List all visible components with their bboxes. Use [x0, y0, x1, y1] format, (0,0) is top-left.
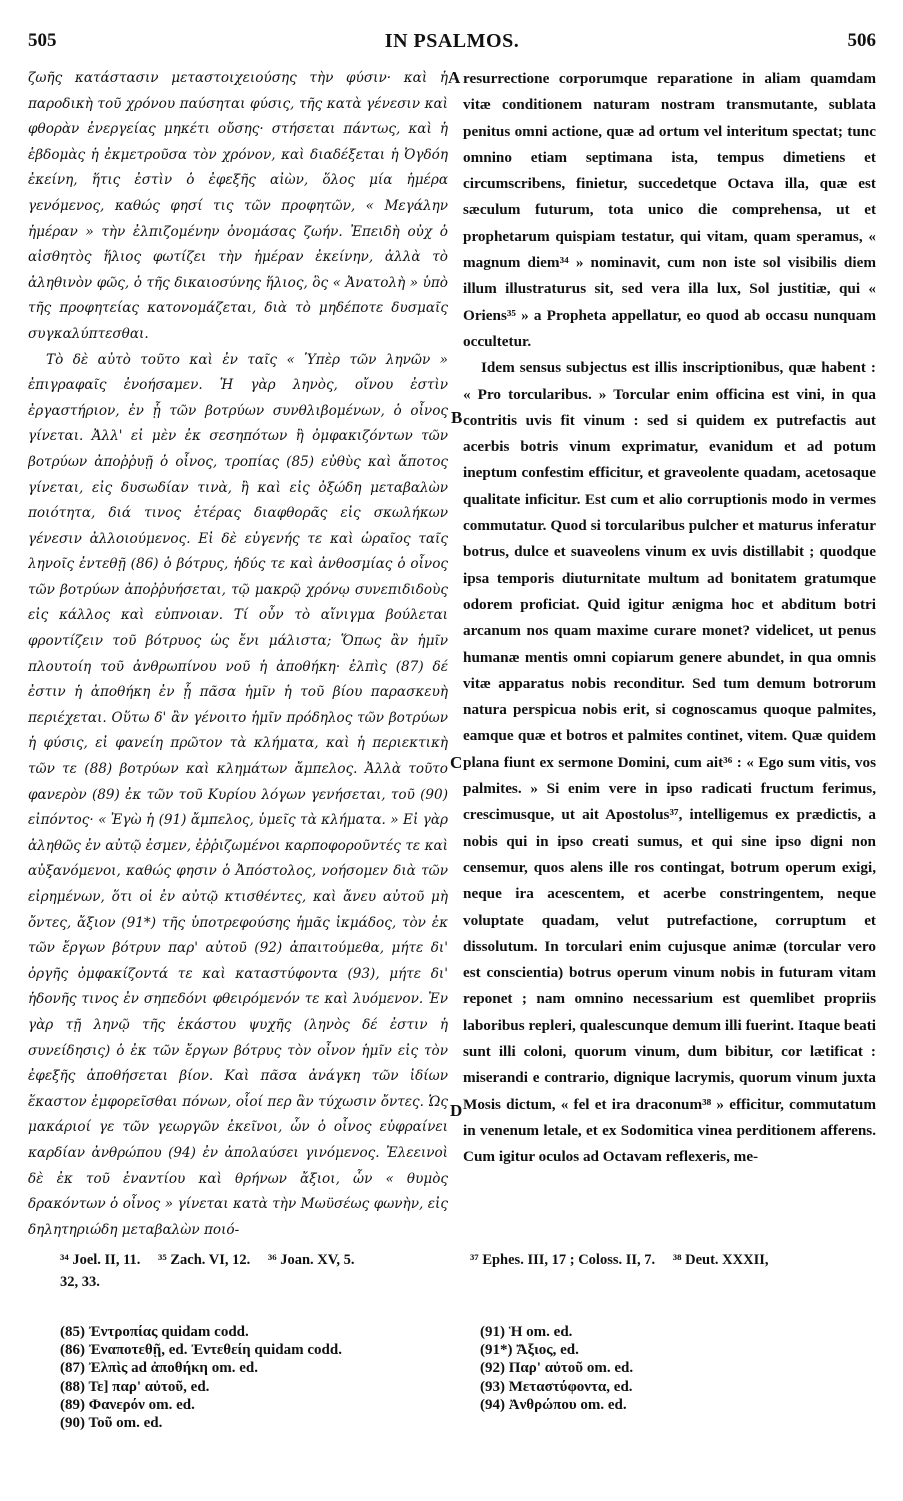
latin-paragraph: Idem sensus subjectus est illis inscriptionibus, quæ habent : « Pro torcularibus. » Torcular enim officina est vini, in qua contritis uvis fit vinum : sed si quidem ex putrefactis aut acerbis botris vinum exprimatur, evanidum et ad potum ineptum confestim efficitur, et graveolente quadam, acetosaque qualitate inficitur. Est cum et alio corruptionis modo in vermes commutatur. Quod si torcularibus pulcher et maturus inferatur botrus, dulce et suaveolens vinum ex uvis distillabit ; quodque ipsa temporis diuturnitate multum ad bonitatem gratumque odorem proficiat. Quid igitur ænigma hoc et abditum botri arcanum nos quam maxime curare monet? videlicet, ut penus humanæ mentis omni copiarum genere abundet, in qua omnis vitæ apparatus nobis reconditur. Sed tum demum botrorum natura perspicua nobis erit, si cognoscamus quoque palmites, eamque quæ et botros et palmites continet, vitem. Quæ quidem plana fiunt ex sermone Domini, cum ait³⁶ : « Ego sum vitis, vos palmites. » Si enim vere in ipso radicati fructum ferimus, crescimusque, ut ait Apostolus³⁷, intelligemus ex prædictis, a nobis qui in ipso creati sumus, et qui sine ipso digni non censemur, quos alens ille ros contingat, botrum operum exigi, neque ira acescentem, et acerbe constringentem, neque voluptate quadam, velut putrefactione, corruptum et dissolutum. In torculari enim cujusque animæ (torcular vero est conscientia) botrus operum vinum nobis in futuram vitam reponet ; nam omnino necessarium est quemlibet propriis laboribus repleri, qualescunque demum illi fuerint. Itaque beati sunt illi coloni, quorum vinum, dum bibitur, cor lætificat : miserandi e contrario, dignique lacrymis, quorum vinum juxta Mosis dictum, « fel et ira draconum³⁸ » efficitur, commutatum in venenum letale, et ex Sodomitica vinea perditionem afferens. Cum igitur oculos ad Octavam reflexeris, me-: [463, 359, 876, 1166]
running-title: IN PSALMOS.: [384, 30, 520, 52]
variant-reading: (94) Ἀνθρώπου om. ed.: [480, 1396, 627, 1413]
variant-reading: (90) Τοῦ om. ed.: [60, 1415, 163, 1432]
latin-paragraph: resurrectione corporumque reparatione in aliam quamdam vitæ conditionem naturam nostram transmutante, sublata penitus omni actione, quæ ad ortum vel interitum spectat; tunc omnino etiam septimana ista, tempus dimetiens et circumscribens, finietur, succedetque Octava illa, quæ est sæculum futurum, tota unico die comprehensa, ut et prophetarum quispiam testatur, qui vitam, quam speramus, « magnum diem³⁴ » nominavit, cum non iste sol visibilis diem illum illustraturus sit, sed vera illa lux, Sol justitiæ, qui « Oriens³⁵ » a Propheta appellatur, eo quod ab occasu nunquam occultetur.: [463, 70, 876, 350]
variant-reading: (85) Ἐντροπίας quidam codd.: [60, 1324, 249, 1340]
section-marker-a: A: [448, 68, 461, 87]
page-header: [28, 30, 876, 56]
variant-reading: (88) Τε] παρ' αὐτοῦ, ed.: [60, 1378, 210, 1395]
section-marker-d: D: [450, 1101, 463, 1120]
variant-reading: (89) Φανερόν om. ed.: [60, 1396, 195, 1413]
variant-readings-right: [480, 1323, 870, 1414]
right-page-number: 506: [847, 30, 876, 51]
greek-column: [28, 66, 448, 1246]
footnote: ³⁷ Ephes. III, 17 ; Coloss. II, 7.: [470, 1252, 656, 1268]
variant-reading: (93) Μεταστύφοντα, ed.: [480, 1378, 633, 1395]
variant-readings-left: [60, 1323, 450, 1432]
footnotes-left: [60, 1249, 460, 1293]
section-marker-b: B: [451, 408, 463, 427]
variant-reading: (91) Ἡ om. ed.: [480, 1324, 573, 1340]
footnote: ³⁸ Deut. XXXII,: [672, 1252, 769, 1268]
left-page-number: 505: [28, 30, 57, 51]
variant-reading: (92) Παρ' αὐτοῦ om. ed.: [480, 1360, 634, 1377]
section-marker-c: C: [450, 753, 463, 772]
greek-paragraph: ζωῆς κατάστασιν μεταστοιχειούσης τὴν φύσιν· καὶ ἡ παροδικὴ τοῦ χρόνου παύσηται φύσις, τῆς κατὰ γένεσιν καὶ φθορὰν ἐνεργείας μηκέτι οὔσης· στήσεται πάντως, καὶ ἡ ἑβδομὰς ἡ ἐκμετροῦσα τὸν χρόνον, καὶ διαδέξεται ἡ Ὀγδόη ἐκείνη, ἥτις ἐστὶν ὁ ἐφεξῆς αἰὼν, ὅλος μία ἡμέρα γενόμενος, καθώς φησί τις τῶν προφητῶν, « Μεγάλην ἡμέραν » τὴν ἐλπιζομένην ὀνομάσας ζωήν. Ἐπειδὴ οὐχ ὁ αἰσθητὸς ἥλιος φωτίζει τὴν ἡμέραν ἐκείνην, ἀλλὰ τὸ ἀληθινὸν φῶς, ὁ τῆς δικαιοσύνης ἥλιος, ὃς « Ἀνατολὴ » ὑπὸ τῆς προφητείας κατονομάζεται, διὰ τὸ μηδέποτε δυσμαῖς συγκαλύπτεσθαι.: [28, 70, 448, 342]
footnote: ³⁴ Joel. II, 11.: [60, 1252, 141, 1268]
variant-reading: (91*) Ἄξιος, ed.: [480, 1342, 579, 1359]
footnotes-right: [470, 1249, 876, 1271]
latin-column: [463, 66, 876, 1246]
footnote: 32, 33.: [60, 1274, 100, 1290]
variant-reading: (87) Ἐλπὶς ad ἀποθήκη om. ed.: [60, 1360, 258, 1377]
variant-reading: (86) Ἐναποτεθῇ, ed. Ἐντεθείη quidam codd.: [60, 1342, 342, 1359]
greek-paragraph: Τὸ δὲ αὐτὸ τοῦτο καὶ ἐν ταῖς « Ὑπὲρ τῶν ληνῶν » ἐπιγραφαῖς ἐνοήσαμεν. Ἡ γὰρ ληνὸς, οἴνου ἐστὶν ἐργαστήριον, ἐν ᾗ τῶν βοτρύων συνθλιβομένων, ὁ οἶνος γίνεται. Ἀλλ' εἰ μὲν ἐκ σεσηπότων ἢ ὀμφακιζόντων τῶν βοτρύων ἀποῤῥυῇ ὁ οἶνος, τροπίας (85) εὐθὺς καὶ ἄποτος γίνεται, εἰς δυσωδίαν τινὰ, ἢ καὶ εἰς ὀξώδη μεταβαλὼν ποιότητα, διά τινος ἑτέρας διαφθορᾶς εἰς σκωλήκων γένεσιν ἀλλοιούμενος. Εἰ δὲ εὐγενής τε καὶ ὡραῖος ταῖς ληνοῖς ἐντεθῇ (86) ὁ βότρυς, ἡδύς τε καὶ ἀνθοσμίας ὁ οἶνος τῶν βοτρύων ἀποῤῥυήσεται, τῷ μακρῷ χρόνῳ συνεπιδιδοὺς εἰς κάλλος καὶ εὐπνοιαν. Τί οὖν τὸ αἴνιγμα βούλεται φροντίζειν τοῦ βότρυος ὡς ἔνι μάλιστα; Ὅπως ἂν ἡμῖν πλουτοίη τοῦ ἀνθρωπίνου νοῦ ἡ ἀποθήκη· ἐλπὶς (87) δέ ἐστιν ἡ ἀποθήκη ἐν ᾗ πᾶσα ἡμῖν ἡ τοῦ βίου παρασκευὴ περιέχεται. Οὕτω δ' ἂν γένοιτο ἡμῖν πρόδηλος τῶν βοτρύων ἡ φύσις, εἰ φανείη πρῶτον τὰ κλήματα, καὶ ἡ περιεκτικὴ τῶν τε (88) βοτρύων καὶ κλημάτων ἄμπελος. Ἀλλὰ τοῦτο φανερὸν (89) ἐκ τῶν τοῦ Κυρίου λόγων γενήσεται, τοῦ (90) εἰπόντος· « Ἐγὼ ἡ (91) ἄμπελος, ὑμεῖς τὰ κλήματα. » Εἰ γὰρ ἀληθῶς ἐν αὐτῷ ἐσμεν, ἐῤῥιζωμένοι καρποφοροῦντές τε καὶ αὐξανόμενοι, καθώς φησιν ὁ Ἀπόστολος, νοήσομεν διὰ τῶν εἰρημένων, ὅτι οἱ ἐν αὐτῷ κτισθέντες, καὶ ἄνευ αὐτοῦ μὴ ὄντες, ἄξιον (91*) τῆς ὑποτρεφούσης ἡμᾶς ἰκμάδος, τὸν ἐκ τῶν ἔργων βότρυν παρ' αὐτοῦ (92) ἀπαιτούμεθα, μήτε δι' ὀργῆς ὀμφακίζοντά τε καὶ καταστύφοντα (93), μήτε δι' ἡδονῆς τινος ἐν σηπεδόνι φθειρόμενόν τε καὶ λυόμενον. Ἐν γὰρ τῇ ληνῷ τῆς ἑκάστου ψυχῆς (ληνὸς δέ ἐστιν ἡ συνείδησις) ὁ ἐκ τῶν ἔργων βότρυς τὸν οἶνον ἡμῖν εἰς τὸν ἐφεξῆς ἀποθήσεται βίον. Καὶ πᾶσα ἀνάγκη τῶν ἰδίων ἕκαστον ἐμφορεῖσθαι πόνων, οἷοί περ ἂν τύχωσιν ὄντες. Ὡς μακάριοί γε τῶν γεωργῶν ἐκεῖνοι, ὧν ὁ οἶνος εὐφραίνει καρδίαν ἀνθρώπου (94) ἐν ἀπολαύσει γινόμενος. Ἐλεεινοὶ δὲ ἐκ τοῦ ἐναντίου καὶ θρήνων ἄξιοι, ὧν « θυμὸς δρακόντων ὁ οἶνος » γίνεται κατὰ τὴν Μωϋσέως φωνὴν, εἰς δηλητηριώδη μεταβαλὼν ποιό-: [28, 351, 448, 1238]
footnote: ³⁶ Joan. XV, 5.: [267, 1252, 355, 1268]
footnote: ³⁵ Zach. VI, 12.: [158, 1252, 251, 1268]
